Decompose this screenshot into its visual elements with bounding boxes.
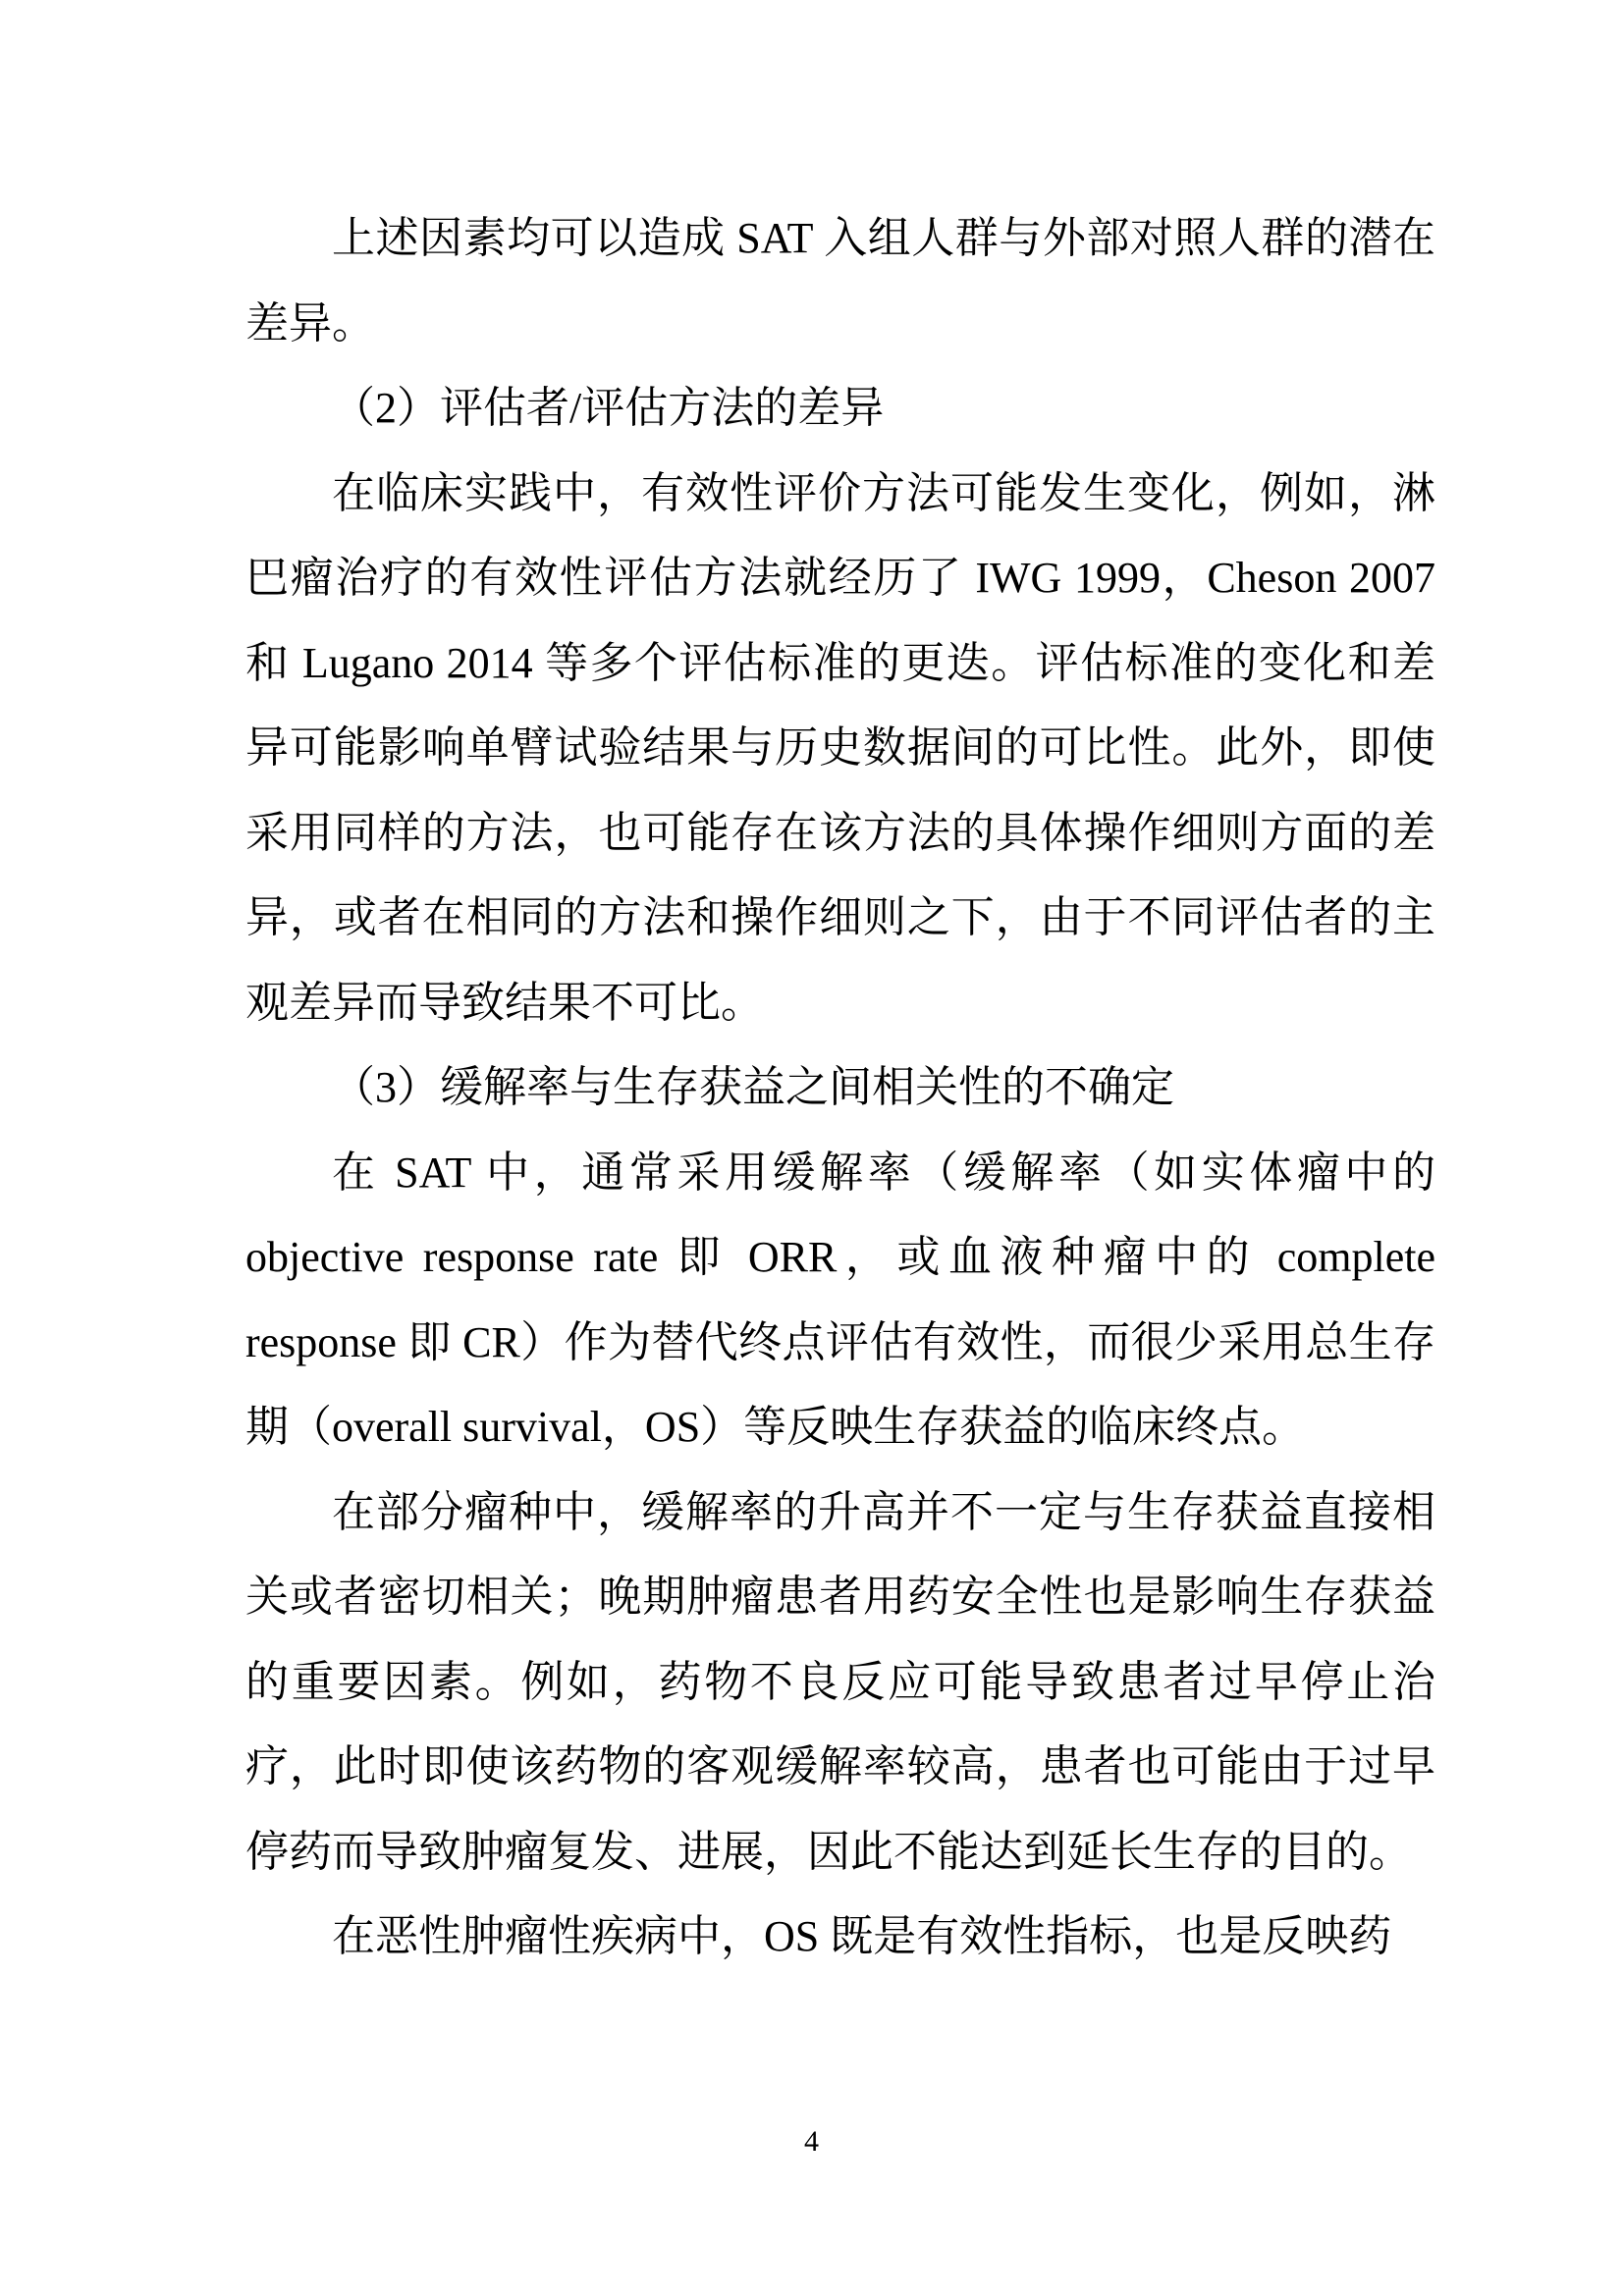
body-paragraph: 在部分瘤种中，缓解率的升高并不一定与生存获益直接相关或者密切相关；晚期肿瘤患者用药安全性也是影响生存获益的重要因素。例如，药物不良反应可能导致患者过早停止治疗，此时即使该药物的客观缓解率较高，患者也可能由于过早停药而导致肿瘤复发、进展，因此不能达到延长生存的目的。 bbox=[245, 1487, 1435, 1876]
section-heading-3: （3）缓解率与生存获益之间相关性的不确定 bbox=[332, 1063, 1174, 1111]
document-body bbox=[245, 196, 1435, 1980]
body-paragraph: 在临床实践中，有效性评价方法可能发生变化，例如，淋巴瘤治疗的有效性评估方法就经历了 IWG 1999，Cheson 2007 和 Lugano 2014 等多个评估标准的更迭。评估标准的变化和差异可能影响单臂试验结果与历史数据间的可比性。此外，即使采用同样的方法，也可能存在该方法的具体操作细则方面的差异，或者在相同的方法和操作细则之下，由于不同评估者的主观差异而导致结果不可比。 bbox=[245, 468, 1435, 1027]
section-heading-2: （2）评估者/评估方法的差异 bbox=[332, 384, 885, 432]
body-paragraph: 在 SAT 中，通常采用缓解率（缓解率（如实体瘤中的 objective response rate 即 ORR，或血液种瘤中的 complete response 即 CR）作为替代终点评估有效性，而很少采用总生存期（overall survival，OS）等反映生存获益的临床终点。 bbox=[245, 1148, 1435, 1451]
page-number: 4 bbox=[804, 2125, 819, 2158]
body-paragraph: 上述因素均可以造成 SAT 入组人群与外部对照人群的潜在差异。 bbox=[245, 214, 1435, 347]
body-paragraph: 在恶性肿瘤性疾病中，OS 既是有效性指标，也是反映药 bbox=[332, 1912, 1392, 1960]
